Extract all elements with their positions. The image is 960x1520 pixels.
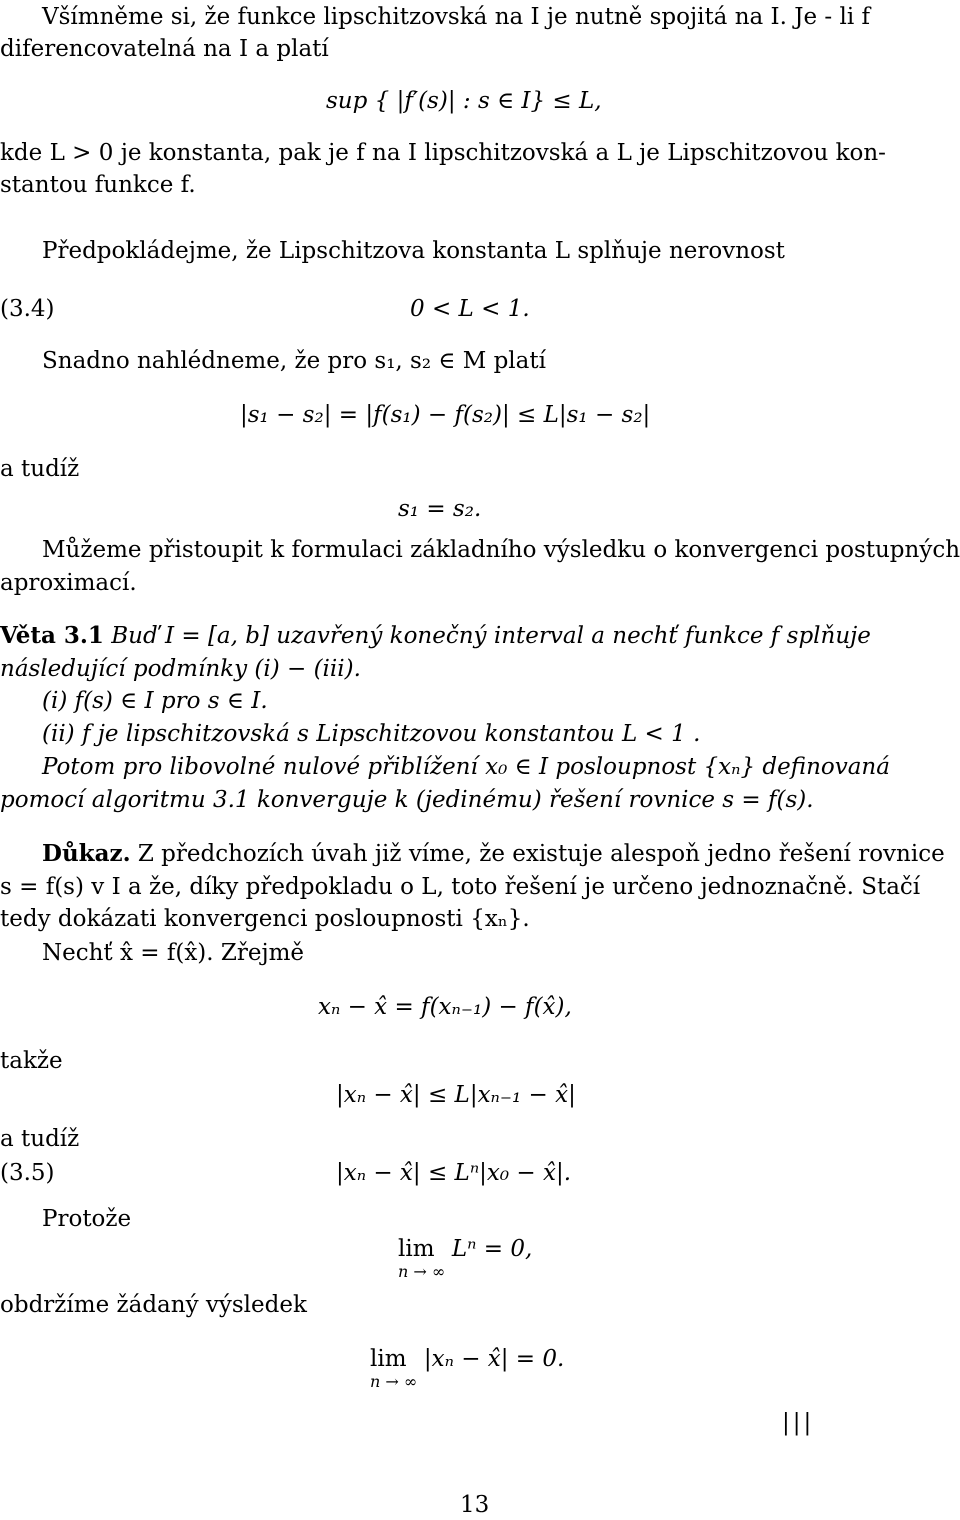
paragraph-line: Všímněme si, že funkce lipschitzovská na I je nutně spojitá na I. Je - li f bbox=[42, 4, 871, 30]
paragraph-line: a tudíž bbox=[0, 456, 80, 482]
equation-sup: sup { |f′(s)| : s ∈ I} ≤ L, bbox=[326, 88, 602, 114]
limit-subscript: n → ∞ bbox=[370, 1372, 418, 1391]
paragraph-line: Protože bbox=[42, 1206, 132, 1232]
theorem-condition-ii: (ii) f je lipschitzovská s Lipschitzovou konstantou L < 1 . bbox=[42, 721, 701, 747]
limit-body: Lⁿ = 0, bbox=[451, 1236, 533, 1262]
paragraph-line: stantou funkce f. bbox=[0, 172, 196, 198]
equation-3-4: 0 < L < 1. bbox=[410, 296, 530, 322]
paragraph-line: Můžeme přistoupit k formulaci základního výsledku o konvergenci postupných bbox=[42, 537, 960, 563]
theorem-condition-i: (i) f(s) ∈ I pro s ∈ I. bbox=[42, 688, 268, 714]
paragraph-line: takže bbox=[0, 1048, 63, 1074]
equation-difference: xₙ − x̂ = f(xₙ₋₁) − f(x̂), bbox=[318, 994, 572, 1020]
proof-line: Nechť x̂ = f(x̂). Zřejmě bbox=[42, 940, 305, 966]
qed-mark: ||| bbox=[782, 1410, 815, 1436]
theorem-line: následující podmínky (i) − (iii). bbox=[0, 656, 361, 682]
limit-expression-2 bbox=[370, 1346, 565, 1391]
theorem-line: Potom pro libovolné nulové přiblížení x₀ ∈ I posloupnost {xₙ} definovaná bbox=[42, 754, 890, 780]
limit-operator: lim bbox=[370, 1346, 407, 1372]
limit-subscript: n → ∞ bbox=[398, 1262, 446, 1281]
paragraph-line: Předpokládejme, že Lipschitzova konstanta L splňuje nerovnost bbox=[42, 238, 785, 264]
equation-3-5: |xₙ − x̂| ≤ Lⁿ|x₀ − x̂|. bbox=[336, 1160, 572, 1186]
paragraph-line: a tudíž bbox=[0, 1126, 80, 1152]
paragraph-line: aproximací. bbox=[0, 570, 137, 596]
proof-first-line bbox=[42, 840, 945, 869]
proof-label: Důkaz. bbox=[42, 840, 131, 867]
theorem-line: pomocí algoritmu 3.1 konverguje k (jedinému) řešení rovnice s = f(s). bbox=[0, 787, 814, 813]
paragraph-line: Snadno nahlédneme, že pro s₁, s₂ ∈ M platí bbox=[42, 348, 546, 374]
equation-inequality: |xₙ − x̂| ≤ L|xₙ₋₁ − x̂| bbox=[336, 1082, 576, 1108]
equation-s1-s2: |s₁ − s₂| = |f(s₁) − f(s₂)| ≤ L|s₁ − s₂| bbox=[240, 402, 651, 428]
theorem-label: Věta 3.1 bbox=[0, 622, 104, 649]
equation-number: (3.5) bbox=[0, 1160, 55, 1186]
paragraph-line: kde L > 0 je konstanta, pak je f na I lipschitzovská a L je Lipschitzovou kon- bbox=[0, 140, 886, 166]
proof-line: tedy dokázati konvergenci posloupnosti {xₙ}. bbox=[0, 906, 530, 932]
proof-text: Z předchozích úvah již víme, že existuje alespoň jedno řešení rovnice bbox=[137, 841, 945, 867]
limit-expression-1 bbox=[398, 1236, 533, 1281]
proof-line: s = f(s) v I a že, díky předpokladu o L, toto řešení je určeno jednoznačně. Stačí bbox=[0, 874, 921, 900]
limit-operator: lim bbox=[398, 1236, 435, 1262]
paragraph-line: diferencovatelná na I a platí bbox=[0, 36, 329, 62]
theorem-text: Buď I = [a, b] uzavřený konečný interval a nechť funkce f splňuje bbox=[111, 623, 871, 649]
page-number: 13 bbox=[460, 1492, 490, 1518]
equation-s1-equals-s2: s₁ = s₂. bbox=[398, 496, 482, 522]
equation-number: (3.4) bbox=[0, 296, 55, 322]
theorem-first-line bbox=[0, 622, 871, 651]
paragraph-line: obdržíme žádaný výsledek bbox=[0, 1292, 307, 1318]
limit-body: |xₙ − x̂| = 0. bbox=[423, 1346, 565, 1372]
